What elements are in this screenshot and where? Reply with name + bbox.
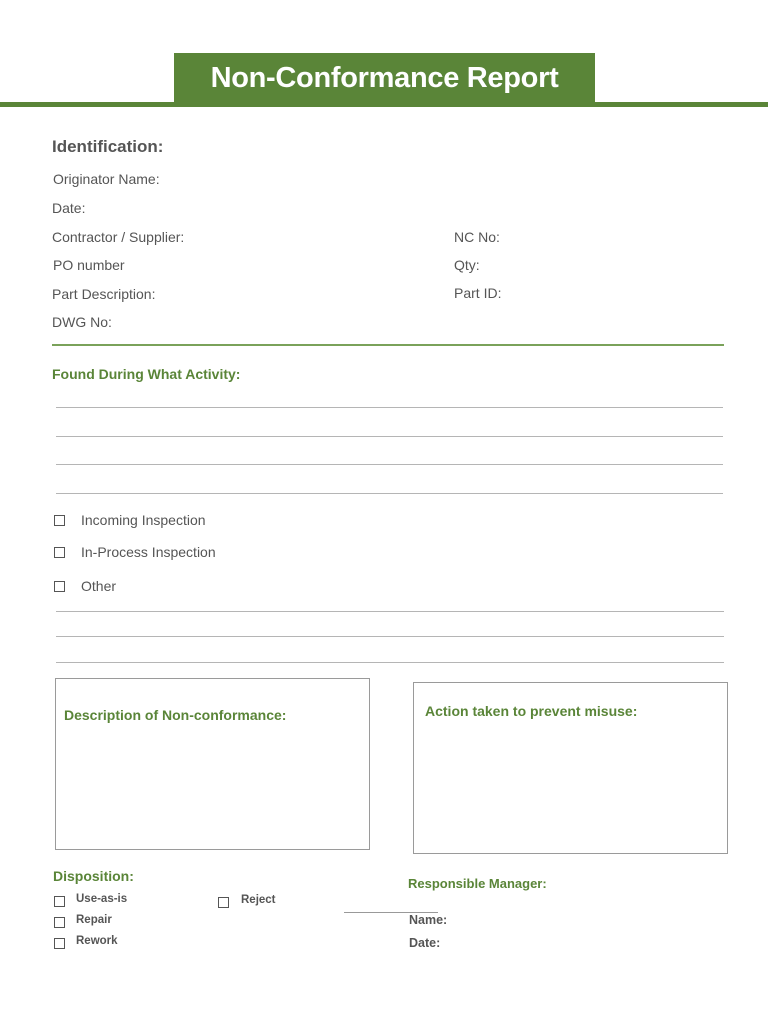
action-heading: Action taken to prevent misuse:	[425, 703, 638, 719]
writing-line[interactable]	[56, 436, 723, 437]
repair-checkbox[interactable]	[54, 917, 65, 928]
description-box[interactable]	[55, 678, 370, 850]
part-description-label: Part Description:	[52, 286, 156, 302]
writing-line[interactable]	[56, 611, 724, 612]
other-label: Other	[81, 578, 117, 594]
in-process-inspection-checkbox[interactable]	[54, 547, 65, 558]
po-number-label: PO number	[53, 257, 125, 273]
dwg-no-label: DWG No:	[52, 314, 112, 330]
contractor-supplier-label: Contractor / Supplier:	[52, 229, 185, 245]
writing-line[interactable]	[56, 636, 724, 637]
originator-name-label: Originator Name:	[53, 171, 160, 187]
use-as-is-label: Use-as-is	[76, 893, 128, 905]
writing-line[interactable]	[56, 407, 723, 408]
rework-label: Rework	[76, 935, 118, 947]
in-process-inspection-label: In-Process Inspection	[81, 544, 216, 560]
other-checkbox[interactable]	[54, 581, 65, 592]
responsible-manager-heading: Responsible Manager:	[408, 876, 547, 891]
date-label: Date:	[52, 200, 86, 216]
section-divider	[52, 344, 724, 346]
nc-no-label: NC No:	[454, 229, 500, 245]
reject-checkbox[interactable]	[218, 897, 229, 908]
writing-line[interactable]	[56, 662, 724, 663]
rework-checkbox[interactable]	[54, 938, 65, 949]
identification-heading: Identification:	[52, 137, 164, 156]
writing-line[interactable]	[56, 493, 723, 494]
description-heading: Description of Non-conformance:	[64, 707, 287, 723]
page-title: Non-Conformance Report	[210, 62, 559, 94]
part-id-label: Part ID:	[454, 285, 502, 301]
incoming-inspection-label: Incoming Inspection	[81, 512, 206, 528]
found-during-heading: Found During What Activity:	[52, 366, 241, 382]
manager-name-label: Name:	[409, 913, 448, 927]
repair-label: Repair	[76, 914, 112, 926]
qty-label: Qty:	[454, 257, 480, 273]
incoming-inspection-checkbox[interactable]	[54, 515, 65, 526]
title-underline	[0, 102, 768, 107]
writing-line[interactable]	[56, 464, 723, 465]
disposition-heading: Disposition:	[53, 868, 134, 884]
reject-label: Reject	[241, 894, 276, 906]
manager-date-label: Date:	[409, 936, 441, 950]
use-as-is-checkbox[interactable]	[54, 896, 65, 907]
